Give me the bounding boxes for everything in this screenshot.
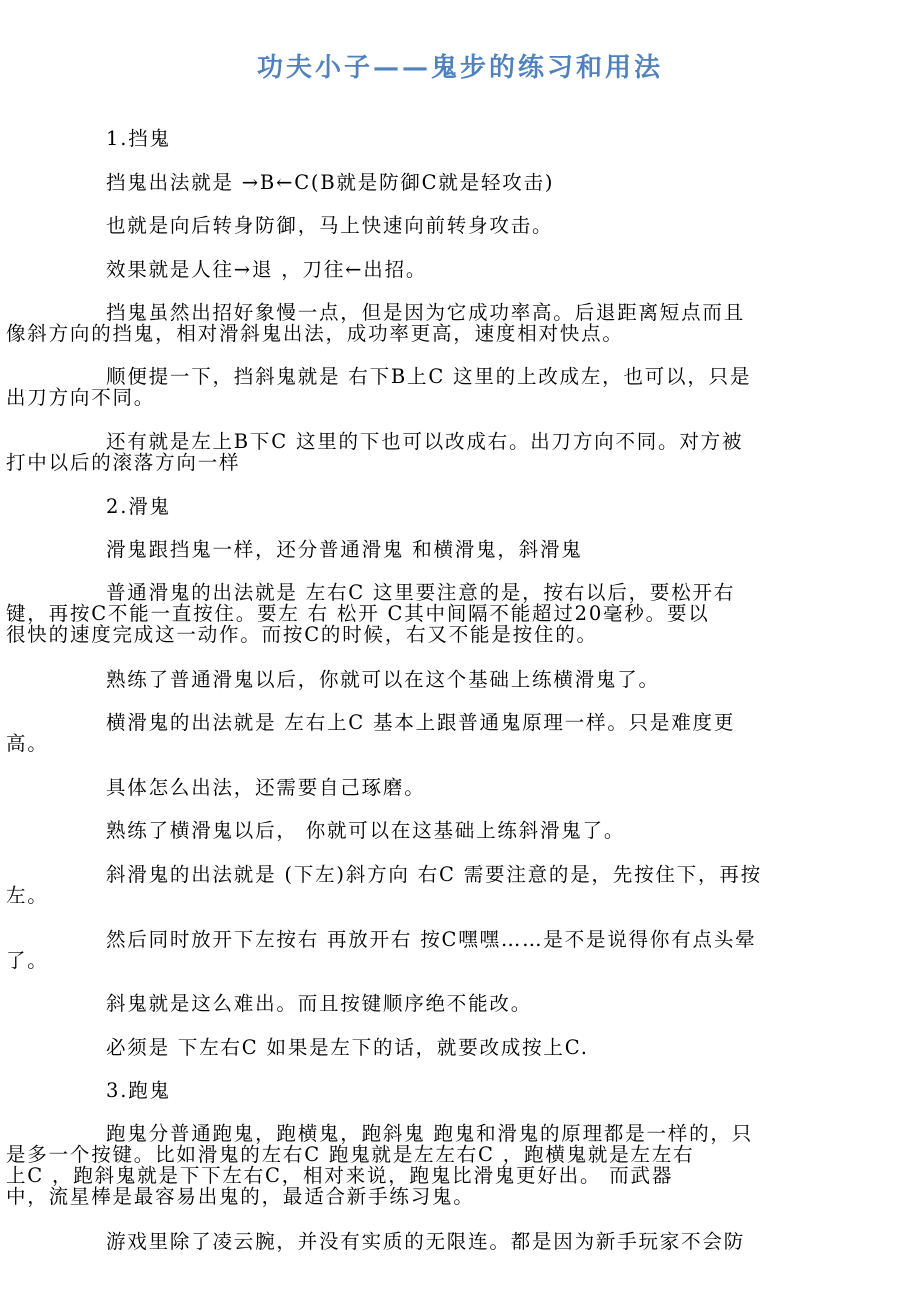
- text-line: 很快的速度完成这一动作。而按C的时候，右又不能是按住的。: [6, 623, 598, 646]
- text-line: 挡鬼虽然出招好象慢一点，但是因为它成功率高。后退距离短点而且: [106, 301, 746, 324]
- paragraph: [56, 539, 864, 560]
- paragraph: [56, 128, 864, 149]
- text-line: 挡鬼出法就是 →B←C(B就是防御C就是轻攻击): [106, 171, 555, 194]
- paragraph: [6, 365, 864, 409]
- text-line: 游戏里除了凌云腕，并没有实质的无限连。都是因为新手玩家不会防: [106, 1230, 746, 1253]
- paragraph: [56, 259, 864, 280]
- text-line: 滑鬼跟挡鬼一样，还分普通滑鬼 和横滑鬼，斜滑鬼: [106, 538, 583, 561]
- text-line: 然后同时放开下左按右 再放开右 按C嘿嘿……是不是说得你有点头晕: [106, 928, 757, 951]
- paragraph: [56, 1231, 864, 1252]
- text-line: 1.挡鬼: [106, 127, 171, 150]
- text-line: 效果就是人往→退 ，刀往←出招。: [106, 258, 428, 281]
- text-line: 3.跑鬼: [106, 1079, 171, 1102]
- paragraph: [56, 215, 864, 236]
- text-line: 跑鬼分普通跑鬼，跑横鬼，跑斜鬼 跑鬼和滑鬼的原理都是一样的，只: [106, 1122, 753, 1145]
- text-line: 熟练了横滑鬼以后， 你就可以在这基础上练斜滑鬼了。: [106, 819, 626, 842]
- text-line: 顺便提一下，挡斜鬼就是 右下B上C 这里的上改成左，也可以，只是: [106, 365, 752, 388]
- text-line: 也就是向后转身防御，马上快速向前转身攻击。: [106, 214, 554, 237]
- text-line: 左。: [6, 884, 49, 907]
- document-title: 功夫小子——鬼步的练习和用法: [256, 53, 663, 83]
- text-line: 斜滑鬼的出法就是 (下左)斜方向 右C 需要注意的是，先按住下，再按: [106, 863, 762, 886]
- text-line: 上C ，跑斜鬼就是下下左右C，相对来说，跑鬼比滑鬼更好出。 而武器: [6, 1164, 674, 1187]
- text-line: 键，再按C不能一直按住。要左 右 松开 C其中间隔不能超过20毫秒。要以: [6, 602, 710, 625]
- text-line: 横滑鬼的出法就是 左右上C 基本上跟普通鬼原理一样。只是难度更: [106, 711, 736, 734]
- text-line: 高。: [6, 732, 49, 755]
- paragraph: [6, 711, 864, 755]
- text-line: 打中以后的滚落方向一样: [6, 451, 241, 474]
- paragraph: [6, 430, 864, 474]
- text-line: 斜鬼就是这么难出。而且按键顺序绝不能改。: [106, 992, 533, 1015]
- text-line: 2.滑鬼: [106, 495, 171, 518]
- text-line: 具体怎么出法，还需要自己琢磨。: [106, 776, 426, 799]
- text-line: 必须是 下左右C 如果是左下的话，就要改成按上C.: [106, 1036, 589, 1059]
- paragraph: [56, 1037, 864, 1058]
- paragraph: [6, 581, 864, 646]
- paragraph: [6, 301, 864, 345]
- paragraph: [6, 928, 864, 972]
- paragraph: [6, 1122, 864, 1208]
- text-line: 是多一个按键。比如滑鬼的左右C 跑鬼就是左左右C ，跑横鬼就是左左右: [6, 1143, 695, 1166]
- paragraph: [56, 820, 864, 841]
- paragraph: [56, 496, 864, 517]
- text-line: 出刀方向不同。: [6, 386, 156, 409]
- paragraph: [56, 993, 864, 1014]
- text-line: 了。: [6, 949, 49, 972]
- text-line: 中，流星棒是最容易出鬼的，最适合新手练习鬼。: [6, 1185, 475, 1208]
- text-line: 像斜方向的挡鬼，相对滑斜鬼出法，成功率更高，速度相对快点。: [6, 322, 624, 345]
- paragraph: [56, 777, 864, 798]
- text-line: 熟练了普通滑鬼以后，你就可以在这个基础上练横滑鬼了。: [106, 668, 660, 691]
- text-line: 还有就是左上B下C 这里的下也可以改成右。出刀方向不同。对方被: [106, 430, 744, 453]
- paragraph: [6, 863, 864, 907]
- paragraph: [56, 669, 864, 690]
- text-line: 普通滑鬼的出法就是 左右C 这里要注意的是，按右以后，要松开右: [106, 581, 736, 604]
- paragraph: [56, 1080, 864, 1101]
- paragraph: [56, 172, 864, 193]
